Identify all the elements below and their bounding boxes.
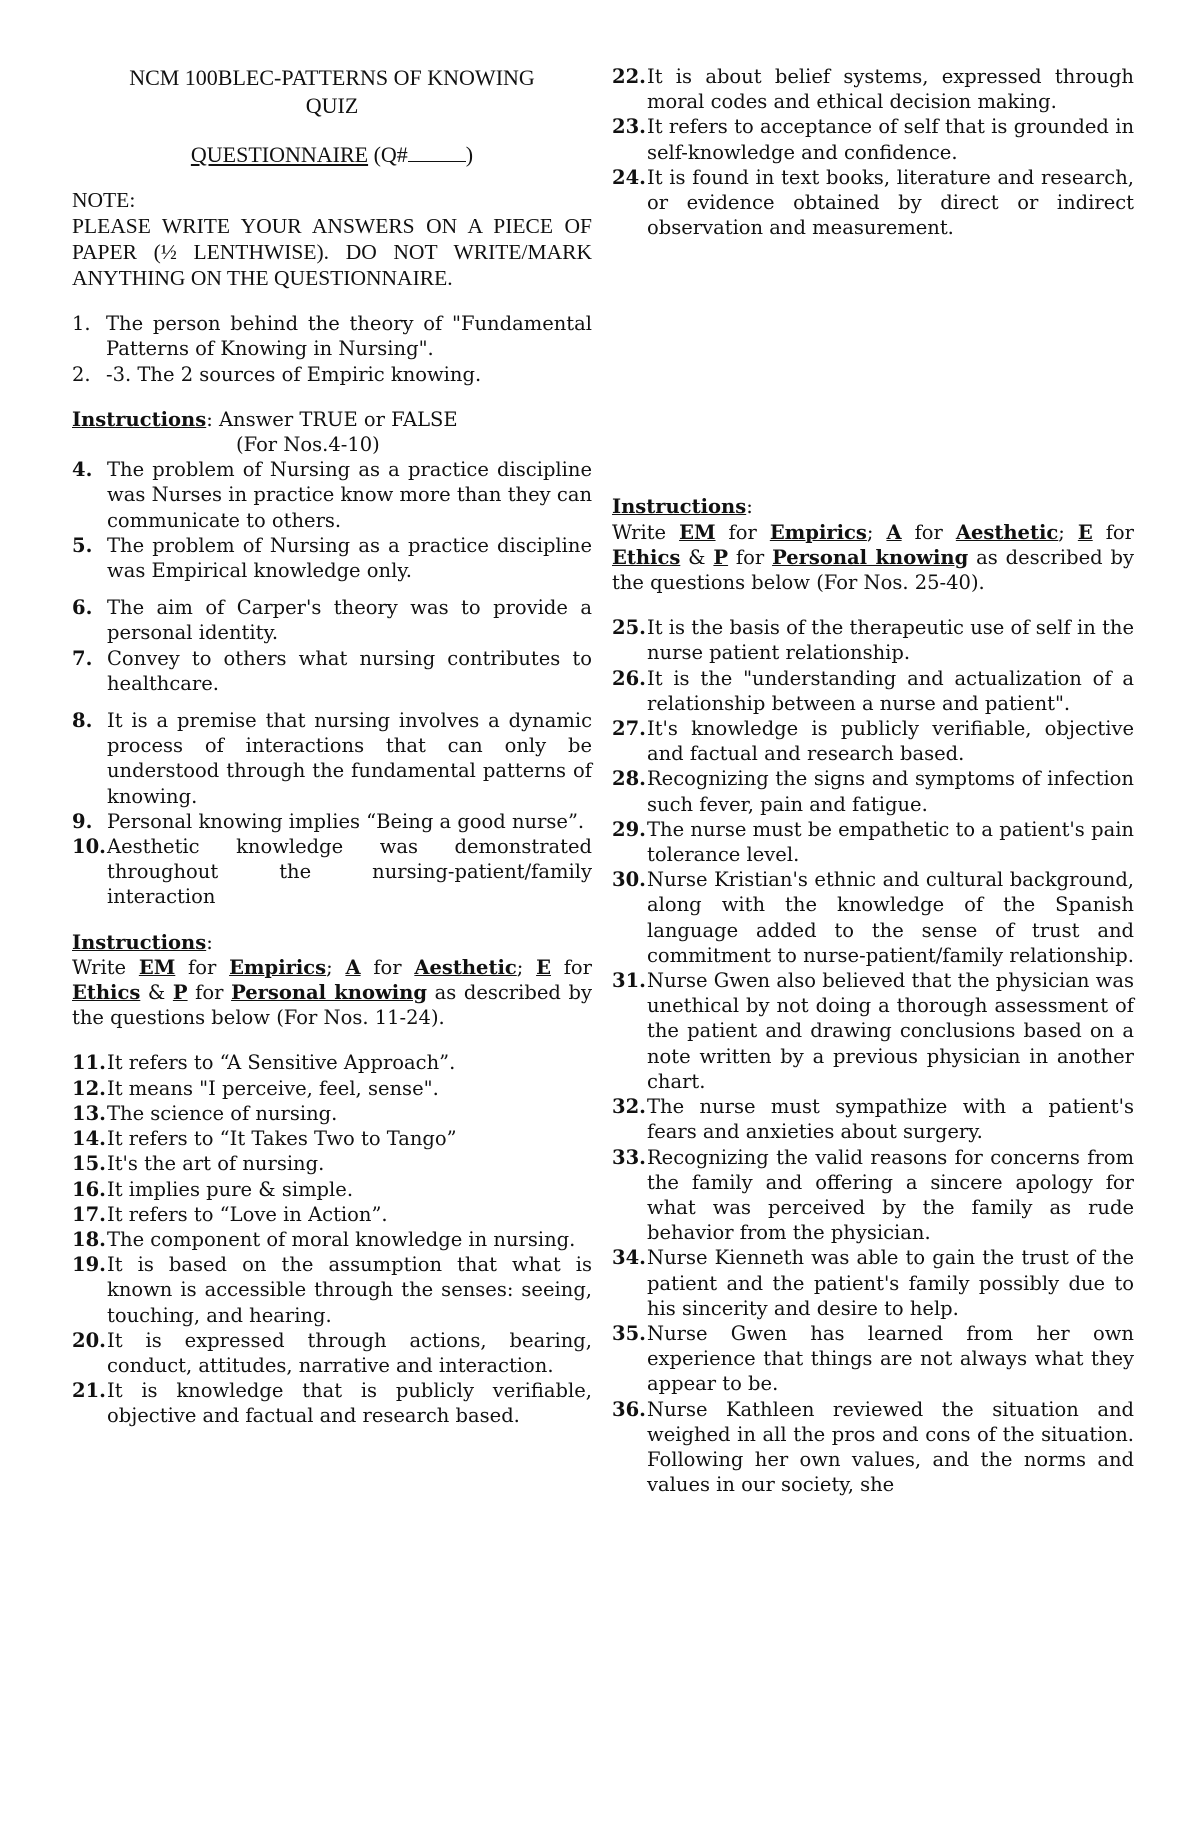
em-list-left: [72, 1050, 592, 1428]
item-text: Personal knowing implies “Being a good nurse”.: [107, 809, 585, 833]
instr-p: P: [172, 981, 188, 1005]
instr-em: EM: [679, 520, 716, 544]
item-text: Nurse Kathleen reviewed the situation and weighed in all the pros and cons of the situation. Following her own values, and the norms and values in our society, she: [647, 1397, 1134, 1497]
item-text: It's the art of nursing.: [107, 1152, 325, 1176]
instr-desc: described by the questions below (For Nos. 11-24).: [72, 981, 592, 1030]
list-item: [72, 362, 592, 387]
list-item: [612, 817, 1134, 867]
item-number: 11.: [72, 1051, 106, 1075]
instr-write: Write: [612, 520, 680, 544]
item-number: 35.: [612, 1321, 646, 1345]
em-instructions-right: [612, 494, 1134, 595]
item-text: It is a premise that nursing involves a dynamic process of interactions that can only be understood through the fundamental patterns of knowing.: [107, 709, 592, 808]
item-text: It is knowledge that is publicly verifiable, objective and factual and research based.: [107, 1379, 592, 1428]
item-text: It is about belief systems, expressed through moral codes and ethical decision making.: [647, 65, 1134, 114]
list-item: [72, 834, 592, 910]
item-number: 9.: [72, 809, 93, 833]
item-number: 8.: [72, 709, 93, 733]
item-number: 16.: [72, 1177, 106, 1201]
questionnaire-label: QUESTIONNAIRE: [190, 142, 369, 167]
instr-as: as: [427, 981, 457, 1005]
item-text: Recognizing the signs and symptoms of infection such fever, pain and fatigue.: [647, 767, 1134, 816]
instructions-sub: (For Nos.4-10): [236, 433, 380, 457]
list-item: [72, 1177, 592, 1202]
list-item: [72, 1126, 592, 1151]
questionnaire-code: (Q#: [373, 142, 408, 167]
item-number: 36.: [612, 1397, 646, 1421]
item-number: 27.: [612, 717, 646, 741]
item-text: -3. The 2 sources of Empiric knowing.: [106, 362, 482, 386]
item-number: 19.: [72, 1253, 106, 1277]
list-item: [612, 666, 1134, 716]
list-item: [612, 1245, 1134, 1321]
list-item: [612, 1145, 1134, 1246]
instr-ethics: Ethics: [72, 981, 141, 1005]
instr-sep: ;: [516, 955, 537, 979]
list-item: [612, 165, 1134, 241]
note-text: PLEASE WRITE YOUR ANSWERS ON A PIECE OF PAPER (½ LENTHWISE). DO NOT WRITE/MARK ANYTHING ON THE QUESTIONNAIRE.: [72, 214, 592, 291]
instructions-text: : Answer TRUE or FALSE: [206, 407, 458, 431]
questionnaire-close: ): [465, 142, 474, 167]
item-text: The aim of Carper's theory was to provide a personal identity.: [107, 596, 592, 645]
item-number: 31.: [612, 969, 646, 993]
item-text: It is based on the assumption that what is known is accessible through the senses: seeing, touching, and hearing.: [107, 1253, 592, 1327]
instructions-colon: :: [746, 495, 753, 519]
instr-desc: described by the questions below (For Nos. 25-40).: [612, 545, 1134, 595]
item-number: 2.: [72, 362, 91, 386]
item-number: 5.: [72, 533, 93, 557]
instr-em: EM: [138, 955, 176, 979]
list-item: [72, 457, 592, 533]
list-item: [612, 968, 1134, 1094]
list-item: [612, 64, 1134, 114]
item-number: 22.: [612, 65, 646, 88]
item-text: The person behind the theory of "Fundamental Patterns of Knowing in Nursing".: [106, 312, 592, 361]
item-text: Nurse Kristian's ethnic and cultural background, along with the knowledge of the Spanish language added to the sense of trust and commitment to nurse-patient/family relationship.: [647, 868, 1134, 967]
instr-amp: &: [140, 981, 173, 1005]
item-number: 1.: [72, 312, 91, 336]
list-item: [72, 708, 592, 809]
list-item: [72, 595, 592, 645]
instr-ethics: Ethics: [612, 545, 681, 569]
item-text: Convey to others what nursing contributes to healthcare.: [107, 646, 592, 695]
item-text: Aesthetic knowledge was demonstrated throughout the nursing-patient/family interaction: [107, 835, 592, 909]
item-number: 6.: [72, 596, 93, 620]
list-item: [72, 1252, 592, 1328]
item-number: 25.: [612, 616, 646, 640]
list-item: [72, 1378, 592, 1428]
item-text: Nurse Kienneth was able to gain the trust of the patient and the patient's family possibly due to his sincerity and desire to help.: [647, 1246, 1134, 1320]
item-number: 32.: [612, 1095, 646, 1119]
instr-amp: &: [680, 545, 714, 569]
title-line-2: QUIZ: [305, 93, 359, 118]
list-item: [72, 1151, 592, 1176]
item-number: 7.: [72, 646, 93, 670]
em-instructions-left: [72, 930, 592, 1031]
instr-for: for: [1092, 520, 1134, 544]
instructions-label: Instructions: [72, 930, 207, 954]
item-number: 13.: [72, 1101, 106, 1125]
left-column: [72, 64, 592, 1429]
instr-aesthetic: Aesthetic: [414, 955, 517, 979]
item-number: 34.: [612, 1246, 646, 1270]
item-number: 12.: [72, 1076, 106, 1100]
instr-write: Write: [72, 955, 139, 979]
item-text: The problem of Nursing as a practice discipline was Empirical knowledge only.: [107, 533, 592, 583]
item-number: 18.: [72, 1227, 106, 1251]
instr-empirics: Empirics: [229, 955, 327, 979]
item-text: Nurse Gwen also believed that the physician was unethical by not doing a thorough assessment of the patient and drawing conclusions based on a note written by a previous physician in another chart.: [647, 969, 1134, 1093]
instructions-label: Instructions: [612, 495, 747, 519]
item-text: It is expressed through actions, bearing, conduct, attitudes, narrative and interaction.: [107, 1328, 592, 1377]
item-number: 23.: [612, 115, 646, 139]
item-number: 17.: [72, 1202, 106, 1226]
instr-for: for: [728, 545, 773, 569]
note-label: NOTE:: [72, 188, 136, 213]
item-text: The science of nursing.: [107, 1101, 338, 1125]
item-text: It means "I perceive, feel, sense".: [107, 1076, 439, 1100]
instr-empirics: Empirics: [769, 520, 867, 544]
item-number: 15.: [72, 1152, 106, 1176]
instr-aesthetic: Aesthetic: [955, 520, 1059, 544]
quiz-title: [72, 64, 592, 120]
em-list-right-top: [612, 64, 1134, 240]
item-text: It implies pure & simple.: [107, 1177, 354, 1201]
instr-for: for: [360, 955, 415, 979]
item-text: It refers to “Love in Action”.: [107, 1202, 388, 1226]
item-text: The nurse must sympathize with a patient's fears and anxieties about surgery.: [647, 1095, 1134, 1144]
tf-instructions: [72, 407, 592, 457]
note-block: [72, 187, 592, 291]
list-item: [612, 615, 1134, 665]
list-item: [612, 114, 1134, 164]
item-number: 26.: [612, 666, 646, 690]
instr-sep: ;: [326, 955, 346, 979]
instructions-colon: :: [206, 930, 213, 954]
instr-personal: Personal knowing: [231, 981, 427, 1005]
list-item: [612, 1094, 1134, 1144]
list-item: [612, 1397, 1134, 1498]
list-item: [72, 1076, 592, 1101]
list-item: [72, 1050, 592, 1075]
item-number: 30.: [612, 868, 646, 892]
list-item: [612, 716, 1134, 766]
item-text: Nurse Gwen has learned from her own experience that things are not always what they appear to be.: [647, 1321, 1134, 1396]
em-list-right: [612, 615, 1134, 1497]
instr-for: for: [715, 520, 770, 544]
instr-e: E: [536, 955, 551, 979]
list-item: [72, 533, 592, 583]
item-number: 28.: [612, 767, 646, 791]
list-item: [72, 646, 592, 696]
item-number: 24.: [612, 165, 646, 189]
item-text: The problem of Nursing as a practice discipline was Nurses in practice know more than they can communicate to others.: [107, 458, 592, 532]
instr-p: P: [713, 545, 729, 569]
right-column: [612, 64, 1134, 1497]
instr-for: for: [550, 955, 592, 979]
item-text: It refers to acceptance of self that is grounded in self-knowledge and confidence.: [647, 115, 1134, 164]
part1-list: [72, 311, 592, 387]
list-item: [72, 809, 592, 834]
item-number: 21.: [72, 1379, 106, 1403]
item-number: 20.: [72, 1328, 106, 1352]
questionnaire-heading: [72, 142, 592, 167]
list-item: [72, 1328, 592, 1378]
item-number: 29.: [612, 817, 646, 841]
item-number: 4.: [72, 458, 93, 482]
tf-list: [72, 457, 592, 909]
instr-for: for: [901, 520, 956, 544]
item-text: The nurse must be empathetic to a patient's pain tolerance level.: [647, 817, 1134, 867]
instructions-label: Instructions: [72, 407, 207, 431]
item-text: It is the "understanding and actualization of a relationship between a nurse and patient".: [647, 666, 1134, 715]
instr-personal: Personal knowing: [772, 545, 969, 569]
item-text: It's knowledge is publicly verifiable, objective and factual and research based.: [647, 717, 1134, 766]
list-item: [72, 1202, 592, 1227]
item-text: The component of moral knowledge in nursing.: [107, 1227, 576, 1251]
instr-sep: ;: [1058, 520, 1078, 544]
instr-for: for: [187, 981, 232, 1005]
list-item: [612, 867, 1134, 968]
instr-for: for: [175, 955, 230, 979]
item-number: 10.: [72, 835, 106, 859]
item-text: Recognizing the valid reasons for concerns from the family and offering a sincere apology for what was perceived by the family as rude behavior from the physician.: [647, 1145, 1134, 1245]
item-text: It is the basis of the therapeutic use of self in the nurse patient relationship.: [647, 616, 1134, 665]
instr-as: as: [968, 545, 998, 569]
item-number: 33.: [612, 1145, 646, 1169]
item-number: 14.: [72, 1127, 106, 1151]
instr-e: E: [1077, 520, 1093, 544]
item-text: It is found in text books, literature and research, or evidence obtained by direct or indirect observation and measurement.: [647, 165, 1134, 240]
list-item: [612, 766, 1134, 816]
instr-a: A: [886, 520, 902, 544]
list-item: [72, 1227, 592, 1252]
instr-sep: ;: [866, 520, 887, 544]
item-text: It refers to “It Takes Two to Tango”: [107, 1127, 457, 1151]
instr-a: A: [345, 955, 361, 979]
questionnaire-blank: [408, 143, 466, 162]
list-item: [72, 311, 592, 361]
title-line-1: NCM 100BLEC-PATTERNS OF KNOWING: [129, 65, 535, 90]
list-item: [72, 1101, 592, 1126]
item-text: It refers to “A Sensitive Approach”.: [107, 1051, 456, 1075]
list-item: [612, 1321, 1134, 1397]
